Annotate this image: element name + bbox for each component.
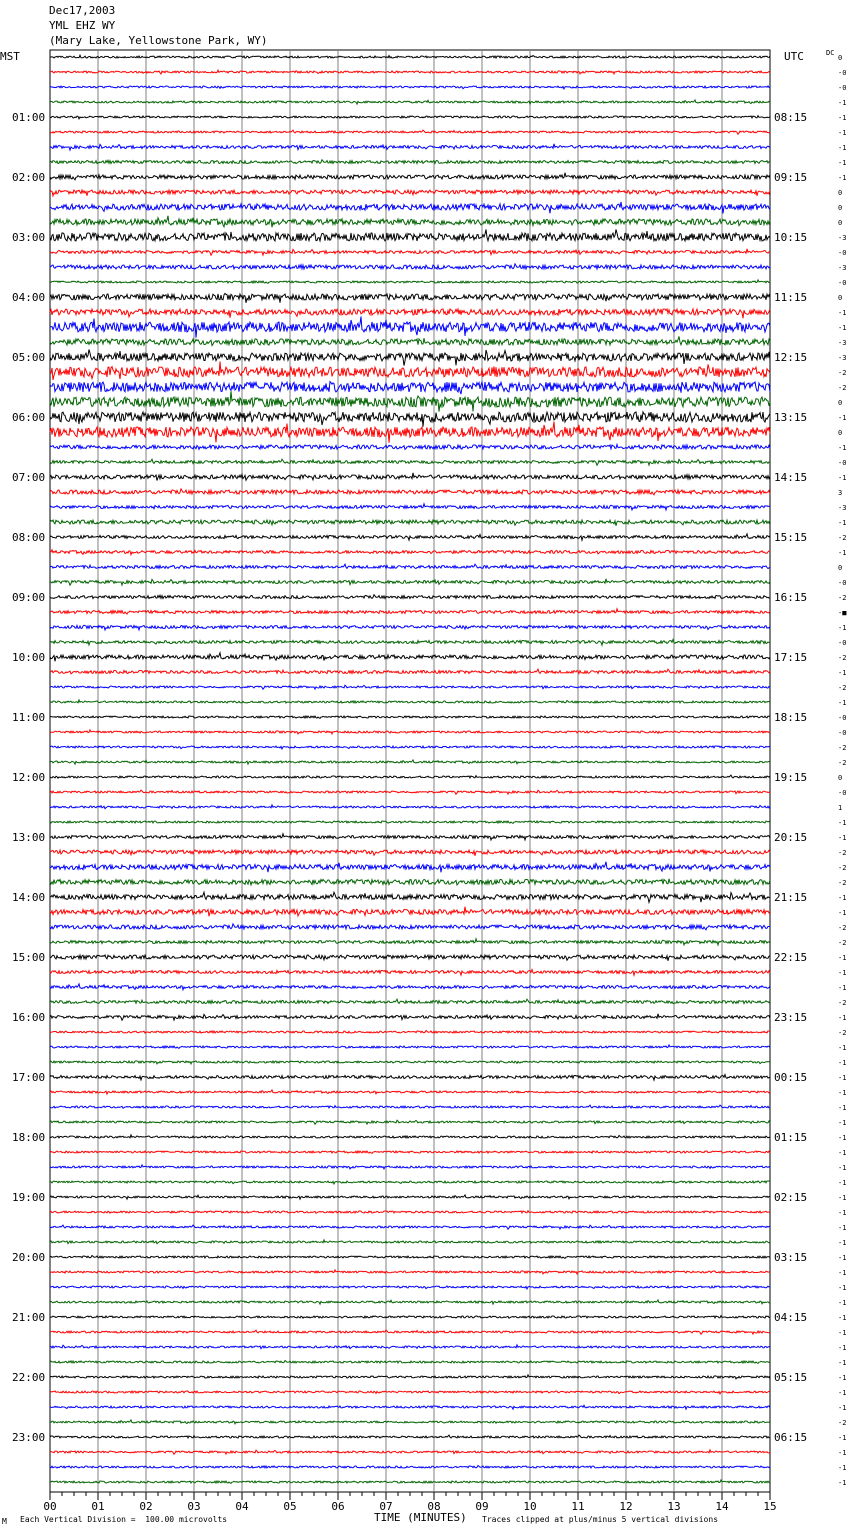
dc-offset-label: -3 (838, 339, 847, 347)
seismic-trace (50, 445, 770, 450)
dc-offset-label: -2 (838, 999, 847, 1007)
left-timezone-label: MST (0, 50, 20, 63)
dc-offset-label: -1 (838, 1119, 847, 1127)
seismic-trace (50, 1075, 770, 1081)
seismic-trace (50, 1165, 770, 1169)
x-tick-label: 02 (139, 1500, 153, 1513)
hour-label-utc: 21:15 (774, 891, 808, 904)
dc-offset-label: -1 (838, 1254, 847, 1262)
dc-offset-label: -2 (838, 1419, 847, 1427)
seismic-trace (50, 907, 770, 917)
dc-offset-label: -1 (838, 1449, 847, 1457)
hour-label-mst: 22:00 (12, 1371, 46, 1384)
dc-offset-label: -1 (838, 474, 847, 482)
dc-offset-label: -1 (838, 1014, 847, 1022)
seismic-trace (50, 309, 770, 318)
seismic-trace (50, 422, 770, 443)
dc-offset-label: -2 (838, 384, 847, 392)
seismic-trace (50, 1450, 770, 1454)
hour-label-utc: 05:15 (774, 1371, 808, 1384)
hour-label-utc: 19:15 (774, 771, 808, 784)
dc-offset-label: -1 (838, 669, 847, 677)
dc-offset-label: -1 (838, 1374, 847, 1382)
location-label: (Mary Lake, Yellowstone Park, WY) (49, 34, 268, 47)
scale-note: Each Vertical Division = 100.00 microvolts (20, 1515, 228, 1524)
dc-offset-label: -1 (838, 549, 847, 557)
dc-offset-label: -3 (838, 504, 847, 512)
seismic-trace (50, 293, 770, 302)
seismic-trace (50, 1240, 770, 1244)
dc-offset-label: -1 (838, 1239, 847, 1247)
dc-offset-label: -1 (838, 894, 847, 902)
seismic-trace (50, 669, 770, 674)
dc-offset-label: -2 (838, 534, 847, 542)
hour-label-mst: 18:00 (12, 1131, 46, 1144)
seismic-trace (50, 1211, 770, 1214)
x-tick-label: 13 (667, 1500, 681, 1513)
seismic-trace (50, 336, 770, 345)
hour-label-utc: 02:15 (774, 1191, 808, 1204)
seismic-trace (50, 805, 770, 809)
dc-header-label: DC (826, 49, 835, 57)
dc-offset-label: -1 (838, 1194, 847, 1202)
hour-label-utc: 22:15 (774, 951, 808, 964)
seismic-trace (50, 760, 770, 764)
hour-label-utc: 12:15 (774, 351, 808, 364)
dc-offset-label: -1 (838, 1089, 847, 1097)
seismic-trace (50, 924, 770, 930)
dc-offset-label: -2 (838, 1029, 847, 1037)
seismic-trace (50, 640, 770, 646)
hour-label-utc: 11:15 (774, 291, 808, 304)
seismic-trace (50, 55, 770, 58)
seismic-trace (50, 1045, 770, 1049)
seismic-trace (50, 984, 770, 990)
hour-label-mst: 19:00 (12, 1191, 46, 1204)
dc-offset-label: -3 (838, 234, 847, 242)
hour-label-mst: 01:00 (12, 111, 46, 124)
dc-offset-label: 0 (838, 219, 843, 227)
dc-offset-label: -2 (838, 864, 847, 872)
seismic-trace (50, 70, 770, 74)
hour-label-utc: 23:15 (774, 1011, 808, 1024)
seismic-trace (50, 970, 770, 976)
seismic-trace (50, 955, 770, 961)
seismic-trace (50, 1435, 770, 1438)
seismic-trace (50, 1181, 770, 1184)
dc-offset-label: -0 (838, 789, 847, 797)
seismic-trace (50, 775, 770, 778)
dc-offset-label: -1 (838, 1044, 847, 1052)
x-tick-label: 09 (475, 1500, 489, 1513)
dc-offset-label: 0 (838, 189, 843, 197)
seismic-trace (50, 1361, 770, 1364)
dc-offset-label: -0 (838, 249, 847, 257)
dc-offset-label: -■ (838, 609, 847, 617)
dc-offset-label: -1 (838, 1224, 847, 1232)
seismic-trace (50, 730, 770, 734)
hour-label-mst: 17:00 (12, 1071, 46, 1084)
dc-offset-label: -3 (838, 354, 847, 362)
x-tick-label: 05 (283, 1500, 297, 1513)
dc-offset-label: -1 (838, 1134, 847, 1142)
hour-label-mst: 07:00 (12, 471, 46, 484)
seismic-trace (50, 1480, 770, 1484)
seismic-trace (50, 534, 770, 540)
seismic-trace (50, 216, 770, 228)
seismic-trace (50, 391, 770, 411)
dc-offset-label: -1 (838, 1389, 847, 1397)
dc-offset-label: 1 (838, 804, 843, 812)
dc-offset-label: -1 (838, 1344, 847, 1352)
hour-label-utc: 03:15 (774, 1251, 808, 1264)
seismic-trace (50, 86, 770, 89)
hour-label-utc: 09:15 (774, 171, 808, 184)
seismic-trace (50, 1391, 770, 1394)
seismic-trace (50, 1270, 770, 1274)
hour-label-utc: 10:15 (774, 231, 808, 244)
dc-offset-label: -1 (838, 1269, 847, 1277)
seismic-trace (50, 100, 770, 104)
dc-offset-label: -0 (838, 279, 847, 287)
hour-label-utc: 04:15 (774, 1311, 808, 1324)
hour-label-mst: 06:00 (12, 411, 46, 424)
seismic-trace (50, 280, 770, 284)
seismic-trace (50, 746, 770, 749)
seismic-trace (50, 834, 770, 840)
hour-label-mst: 12:00 (12, 771, 46, 784)
dc-offset-label: -2 (838, 744, 847, 752)
dc-offset-label: 0 (838, 54, 843, 62)
seismic-trace (50, 821, 770, 824)
dc-offset-label: -2 (838, 654, 847, 662)
dc-offset-label: 0 (838, 399, 843, 407)
dc-offset-label: -1 (838, 1329, 847, 1337)
seismic-trace (50, 579, 770, 585)
dc-offset-label: 0 (838, 294, 843, 302)
seismic-trace (50, 317, 770, 338)
hour-label-mst: 04:00 (12, 291, 46, 304)
dc-offset-label: -2 (838, 684, 847, 692)
dc-offset-label: -1 (838, 519, 847, 527)
seismic-trace (50, 489, 770, 495)
seismic-trace (50, 459, 770, 465)
dc-offset-label: -1 (838, 1209, 847, 1217)
seismic-trace (50, 1420, 770, 1424)
x-tick-label: 14 (715, 1500, 729, 1513)
seismic-trace (50, 879, 770, 885)
seismic-trace (50, 850, 770, 856)
x-tick-label: 08 (427, 1500, 441, 1513)
seismic-trace (50, 190, 770, 196)
hour-label-utc: 18:15 (774, 711, 808, 724)
x-tick-label: 03 (187, 1500, 201, 1513)
dc-offset-label: -2 (838, 924, 847, 932)
seismic-trace (50, 1286, 770, 1289)
seismic-trace (50, 653, 770, 662)
seismic-trace (50, 1345, 770, 1349)
hour-label-utc: 16:15 (774, 591, 808, 604)
seismic-trace (50, 362, 770, 380)
dc-offset-label: -2 (838, 849, 847, 857)
seismic-trace (50, 700, 770, 703)
seismic-trace (50, 350, 770, 366)
dc-offset-label: -1 (838, 984, 847, 992)
dc-offset-label: -1 (838, 159, 847, 167)
dc-offset-label: -1 (838, 114, 847, 122)
dc-offset-label: -1 (838, 624, 847, 632)
dc-offset-label: -2 (838, 594, 847, 602)
hour-label-utc: 14:15 (774, 471, 808, 484)
clip-note: Traces clipped at plus/minus 5 vertical divisions (482, 1515, 719, 1524)
dc-offset-label: -1 (838, 1434, 847, 1442)
hour-label-mst: 16:00 (12, 1011, 46, 1024)
seismic-trace (50, 892, 770, 902)
seismic-trace (50, 790, 770, 794)
dc-offset-label: -0 (838, 84, 847, 92)
dc-offset-label: -0 (838, 639, 847, 647)
dc-offset-label: -2 (838, 939, 847, 947)
seismic-trace (50, 1105, 770, 1108)
dc-offset-label: -2 (838, 879, 847, 887)
x-tick-label: 10 (523, 1500, 537, 1513)
dc-offset-label: -0 (838, 69, 847, 77)
seismic-trace (50, 382, 770, 395)
dc-offset-label: -1 (838, 1074, 847, 1082)
hour-label-mst: 13:00 (12, 831, 46, 844)
dc-offset-label: 0 (838, 774, 843, 782)
x-tick-label: 01 (91, 1500, 105, 1513)
hour-label-mst: 23:00 (12, 1431, 46, 1444)
seismic-trace (50, 1135, 770, 1138)
seismic-trace (50, 1120, 770, 1124)
seismic-trace (50, 1316, 770, 1319)
seismic-trace (50, 1090, 770, 1094)
seismic-trace (50, 412, 770, 427)
x-tick-label: 06 (331, 1500, 345, 1513)
hour-label-mst: 14:00 (12, 891, 46, 904)
hour-label-utc: 13:15 (774, 411, 808, 424)
seismic-trace (50, 1375, 770, 1379)
dc-offset-label: -1 (838, 414, 847, 422)
seismic-trace (50, 160, 770, 164)
seismic-trace (50, 716, 770, 719)
x-tick-label: 04 (235, 1500, 249, 1513)
seismic-trace (50, 1061, 770, 1064)
station-label: YML EHZ WY (49, 19, 116, 32)
seismic-trace (50, 264, 770, 269)
footer-mark: M (2, 1517, 7, 1526)
dc-offset-label: -1 (838, 699, 847, 707)
seismic-trace (50, 1151, 770, 1154)
dc-offset-label: -2 (838, 369, 847, 377)
hour-label-mst: 20:00 (12, 1251, 46, 1264)
dc-offset-label: -3 (838, 264, 847, 272)
seismic-trace (50, 130, 770, 134)
seismic-trace (50, 685, 770, 689)
hour-label-utc: 06:15 (774, 1431, 808, 1444)
x-tick-label: 15 (763, 1500, 777, 1513)
seismic-trace (50, 473, 770, 481)
dc-offset-label: -1 (838, 1404, 847, 1412)
dc-offset-label: -1 (838, 174, 847, 182)
hour-label-mst: 21:00 (12, 1311, 46, 1324)
hour-label-mst: 02:00 (12, 171, 46, 184)
dc-offset-label: -0 (838, 459, 847, 467)
seismic-trace (50, 1195, 770, 1199)
dc-offset-label: -1 (838, 444, 847, 452)
seismic-trace (50, 504, 770, 510)
hour-label-mst: 05:00 (12, 351, 46, 364)
seismic-trace (50, 939, 770, 945)
dc-offset-label: -1 (838, 1104, 847, 1112)
hour-label-mst: 08:00 (12, 531, 46, 544)
dc-offset-label: -1 (838, 1479, 847, 1487)
dc-offset-label: -1 (838, 834, 847, 842)
dc-offset-label: -1 (838, 909, 847, 917)
x-tick-label: 11 (571, 1500, 585, 1513)
dc-offset-label: 0 (838, 429, 843, 437)
x-tick-label: 12 (619, 1500, 633, 1513)
seismic-trace (50, 1014, 770, 1020)
dc-offset-label: -1 (838, 99, 847, 107)
seismic-trace (50, 1225, 770, 1229)
seismic-trace (50, 625, 770, 630)
seismic-trace (50, 202, 770, 214)
x-tick-label: 00 (43, 1500, 57, 1513)
dc-offset-label: -1 (838, 324, 847, 332)
dc-offset-label: -1 (838, 129, 847, 137)
dc-offset-label: -1 (838, 1149, 847, 1157)
hour-label-mst: 10:00 (12, 651, 46, 664)
dc-offset-label: -1 (838, 309, 847, 317)
hour-label-utc: 17:15 (774, 651, 808, 664)
hour-label-mst: 15:00 (12, 951, 46, 964)
hour-label-utc: 08:15 (774, 111, 808, 124)
x-axis-title: TIME (MINUTES) (374, 1511, 467, 1524)
seismic-trace (50, 230, 770, 242)
right-timezone-label: UTC (784, 50, 804, 63)
dc-offset-label: -1 (838, 1179, 847, 1187)
hour-label-mst: 09:00 (12, 591, 46, 604)
dc-offset-label: -0 (838, 714, 847, 722)
hour-label-utc: 20:15 (774, 831, 808, 844)
seismic-trace (50, 116, 770, 119)
seismic-trace (50, 564, 770, 568)
seismic-trace (50, 862, 770, 873)
date-label: Dec17,2003 (49, 4, 116, 17)
x-tick-label: 07 (379, 1500, 393, 1513)
dc-offset-label: -1 (838, 969, 847, 977)
dc-offset-label: -1 (838, 1359, 847, 1367)
dc-offset-label: -0 (838, 729, 847, 737)
dc-offset-label: -1 (838, 1314, 847, 1322)
seismic-trace (50, 1031, 770, 1034)
hour-label-mst: 11:00 (12, 711, 46, 724)
dc-offset-label: -1 (838, 1299, 847, 1307)
seismic-trace (50, 1466, 770, 1469)
dc-offset-label: -1 (838, 1059, 847, 1067)
dc-offset-label: -2 (838, 759, 847, 767)
seismic-trace (50, 1405, 770, 1409)
seismic-trace (50, 173, 770, 180)
seismic-trace (50, 609, 770, 614)
dc-offset-label: -1 (838, 954, 847, 962)
hour-label-utc: 00:15 (774, 1071, 808, 1084)
dc-offset-label: 3 (838, 489, 843, 497)
dc-offset-label: -1 (838, 1164, 847, 1172)
dc-offset-label: 0 (838, 204, 843, 212)
hour-label-utc: 15:15 (774, 531, 808, 544)
seismic-trace (50, 1300, 770, 1304)
seismic-trace (50, 999, 770, 1003)
seismic-trace (50, 520, 770, 526)
seismic-trace (50, 550, 770, 555)
dc-offset-label: -1 (838, 144, 847, 152)
dc-offset-label: -1 (838, 1464, 847, 1472)
seismic-trace (50, 1330, 770, 1334)
hour-label-utc: 01:15 (774, 1131, 808, 1144)
dc-offset-label: -1 (838, 819, 847, 827)
seismic-trace (50, 249, 770, 255)
seismic-trace (50, 144, 770, 150)
dc-offset-label: -1 (838, 1284, 847, 1292)
seismic-trace (50, 1256, 770, 1259)
hour-label-mst: 03:00 (12, 231, 46, 244)
seismic-trace (50, 595, 770, 599)
dc-offset-label: 0 (838, 564, 843, 572)
dc-offset-label: -0 (838, 579, 847, 587)
